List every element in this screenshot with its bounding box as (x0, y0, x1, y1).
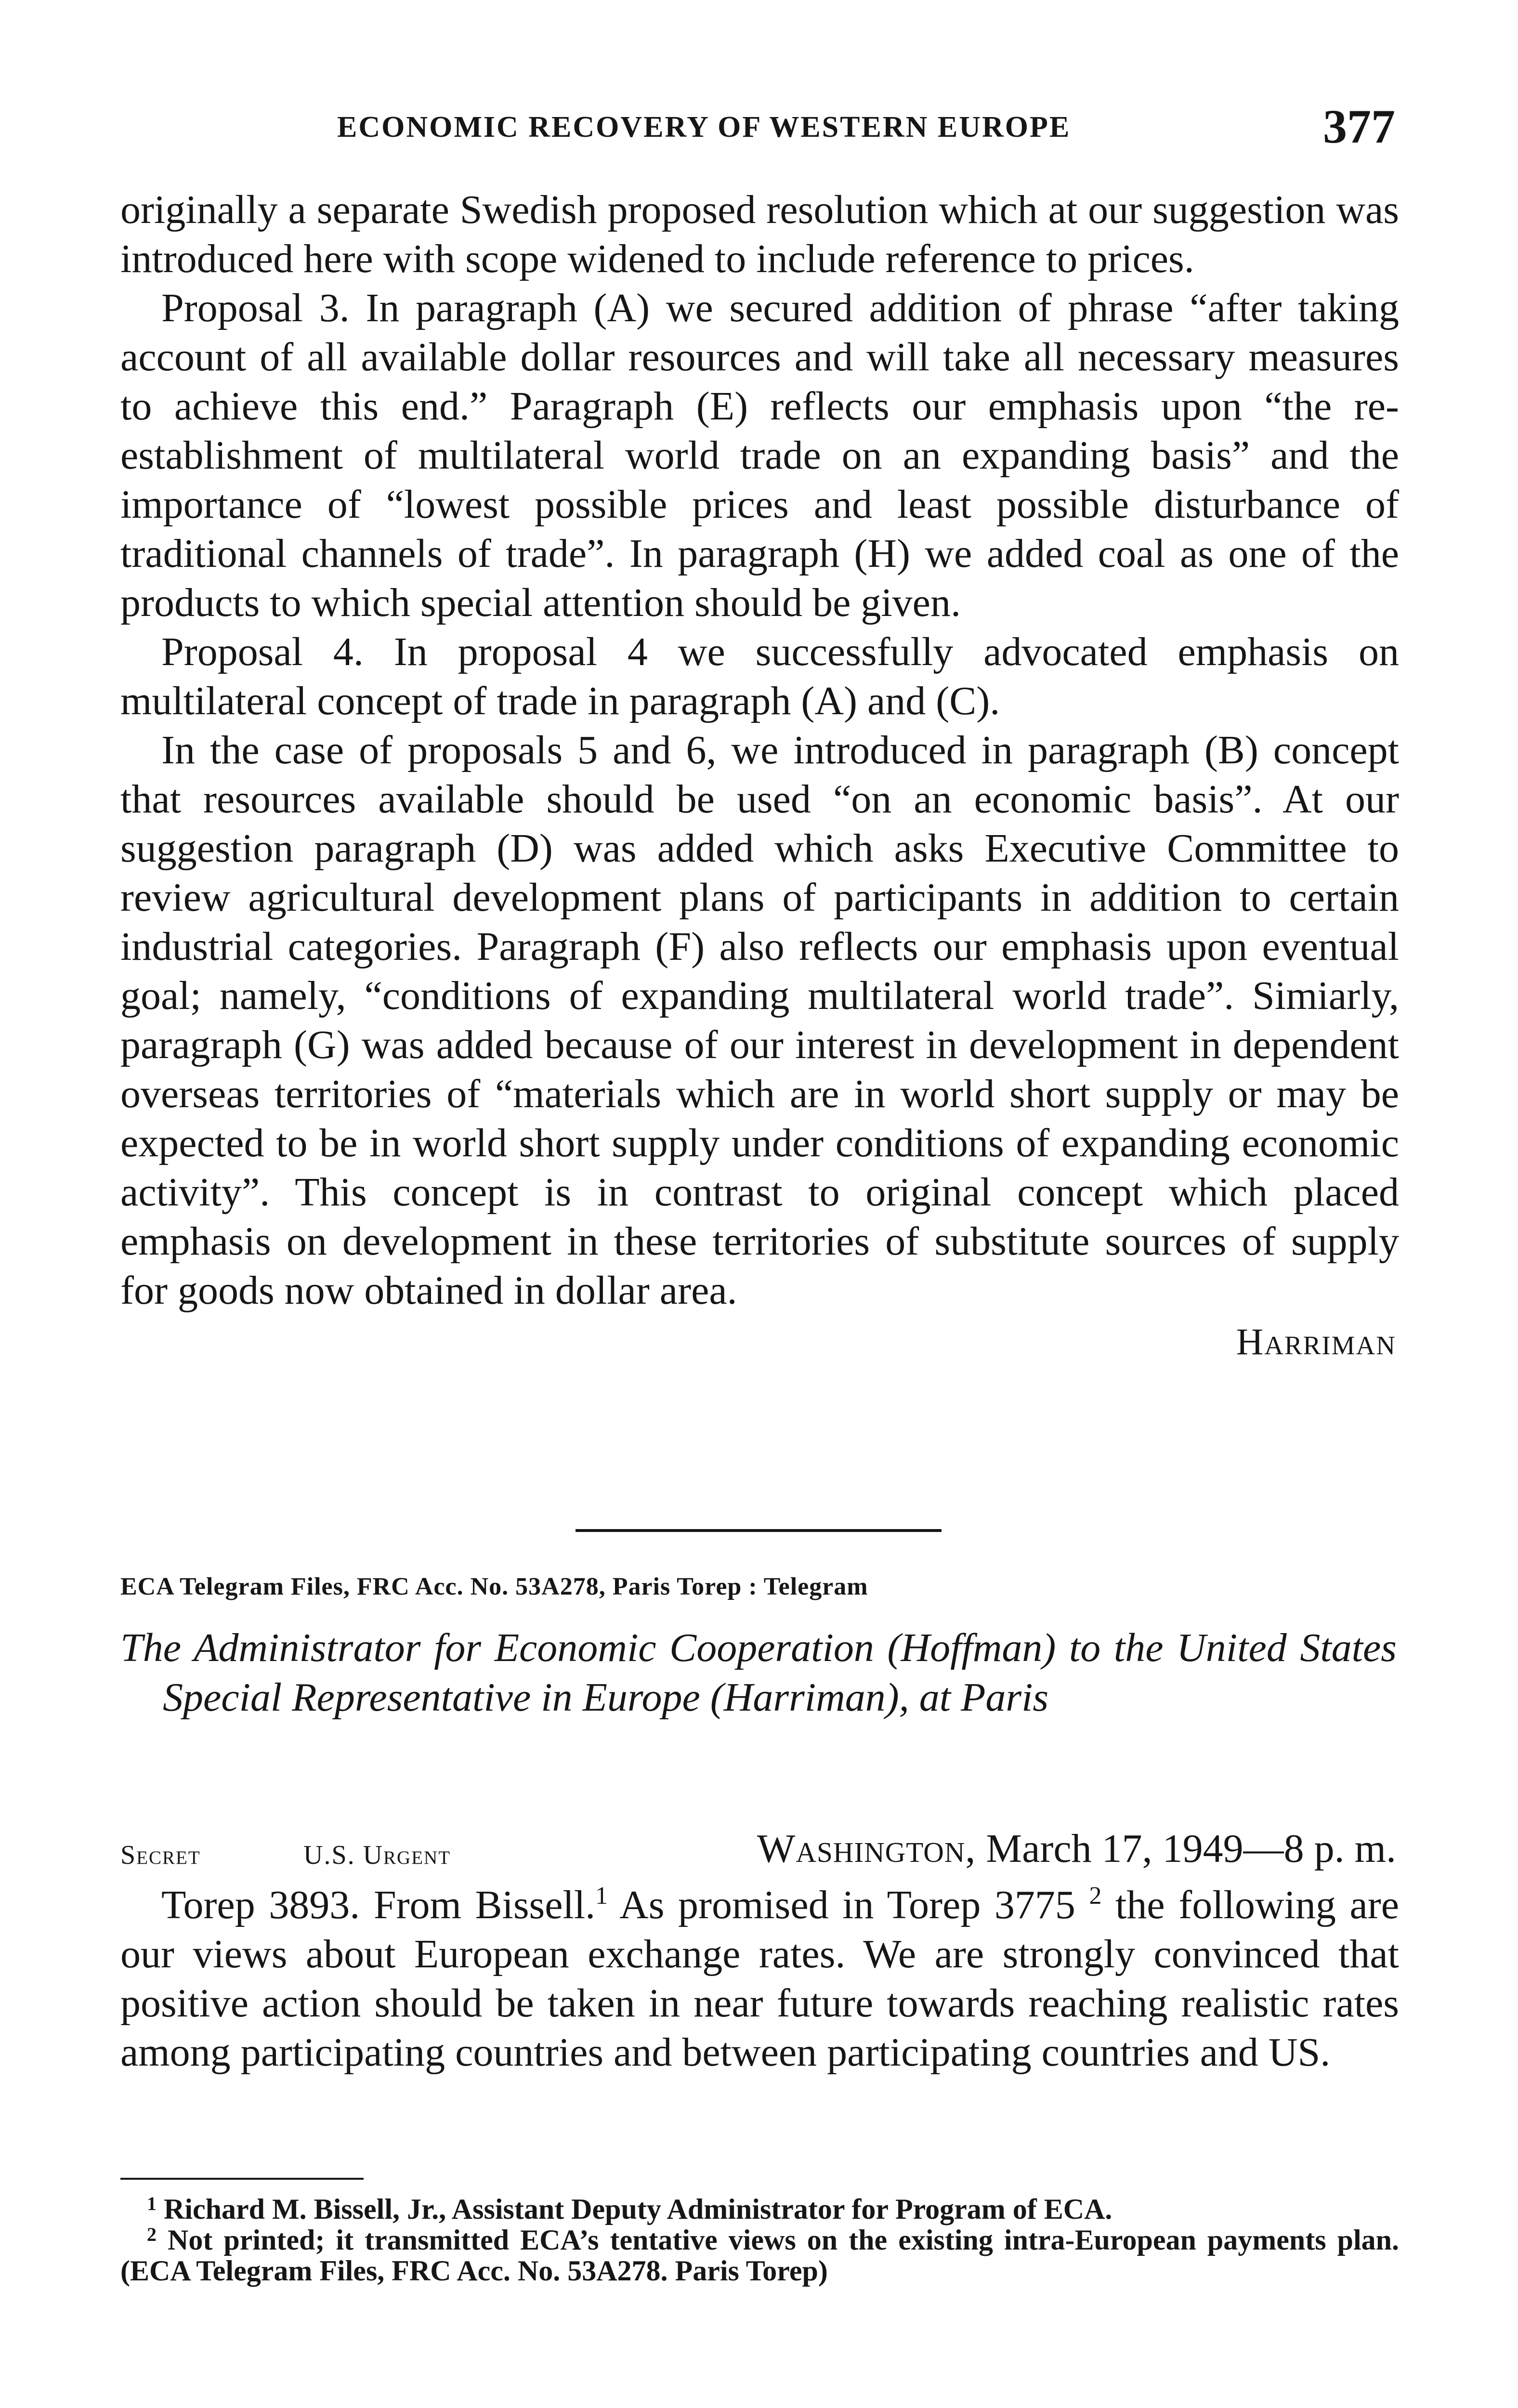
body-text (120, 185, 1399, 1366)
classification: Secret (120, 1840, 201, 1870)
footnote-ref-1: 1 (595, 1882, 608, 1910)
page-header (120, 99, 1399, 157)
footnote-text: Not printed; it transmitted ECA’s tentative views on the existing intra-European payments plan. (ECA Telegram Files, FRC Acc. No. 53A278. Paris Torep) (120, 2224, 1400, 2287)
footnote-mark: 1 (147, 2193, 157, 2214)
paragraph-continuation: originally a separate Swedish proposed resolution which at our suggestion was introduced here with scope widened to include reference to prices. (120, 187, 1399, 281)
page-number: 377 (1323, 100, 1395, 153)
telegram-text-b: As promised in Torep 3775 (608, 1883, 1089, 1927)
telegram-text-a: Torep 3893. From Bissell. (161, 1883, 596, 1927)
footnote-1 (120, 2194, 1399, 2225)
telegram-text-c: the following are our views about European exchange rates. We are strongly convinced that positive action should be taken in near future towards reaching realistic rates among participating countries and between participating countries and US. (120, 1883, 1399, 2075)
signature: Harriman (1236, 1321, 1396, 1362)
dateline (120, 1825, 1399, 1878)
priority: U.S. Urgent (303, 1840, 451, 1870)
place: Washington, (757, 1826, 976, 1871)
footnote-2 (120, 2225, 1399, 2286)
paragraph-proposals-5-6: In the case of proposals 5 and 6, we introduced in paragraph (B) concept that resources available should be used “on an economic basis”. At our suggestion paragraph (D) was added which asks Executive Committee to review agricultural development plans of participants in addition to certain industrial categories. Paragraph (F) also reflects our emphasis upon eventual goal; namely, “conditions of expanding multilateral world trade”. Simiarly, paragraph (G) was added because of our interest in development in dependent overseas territories of “materials which are in world short supply or may be expected to be in world short supply under conditions of expanding economic activity”. This concept is in contrast to original concept which placed emphasis on development in these territories of substitute sources of supply for goods now obtained in dollar area. (120, 728, 1399, 1313)
section-divider (576, 1529, 942, 1532)
telegram-paragraph (120, 1881, 1399, 2077)
document-title: The Administrator for Economic Cooperation (Hoffman) to the United States Special Representative in Europe (Harriman), at Paris (120, 1625, 1397, 1720)
source-note: ECA Telegram Files, FRC Acc. No. 53A278, Paris Torep : Telegram (120, 1573, 868, 1600)
paragraph-proposal-4: Proposal 4. In proposal 4 we successfully advocated emphasis on multilateral concept of trade in paragraph (A) and (C). (120, 629, 1399, 723)
place-date (757, 1825, 1396, 1872)
footnote-text: Richard M. Bissell, Jr., Assistant Deputy Administrator for Program of ECA. (164, 2193, 1112, 2225)
footnote-mark: 2 (147, 2224, 157, 2245)
telegram-text (120, 1881, 1399, 2077)
footnote-rule (120, 2178, 364, 2180)
paragraph-proposal-3: Proposal 3. In paragraph (A) we secured addition of phrase “after taking account of all available dollar resources and will take all necessary measures to achieve this end.” Paragraph (E) reflects our emphasis upon “the re-establishment of multilateral world trade on an expanding basis” and the importance of “lowest possible prices and least possible disturbance of traditional channels of trade”. In paragraph (H) we added coal as one of the products to which special attention should be given. (120, 286, 1399, 625)
running-head: ECONOMIC RECOVERY OF WESTERN EUROPE (337, 111, 1071, 144)
date: March 17, 1949—8 p. m. (986, 1826, 1396, 1871)
footnote-ref-2: 2 (1089, 1882, 1102, 1910)
footnotes (120, 2194, 1399, 2286)
